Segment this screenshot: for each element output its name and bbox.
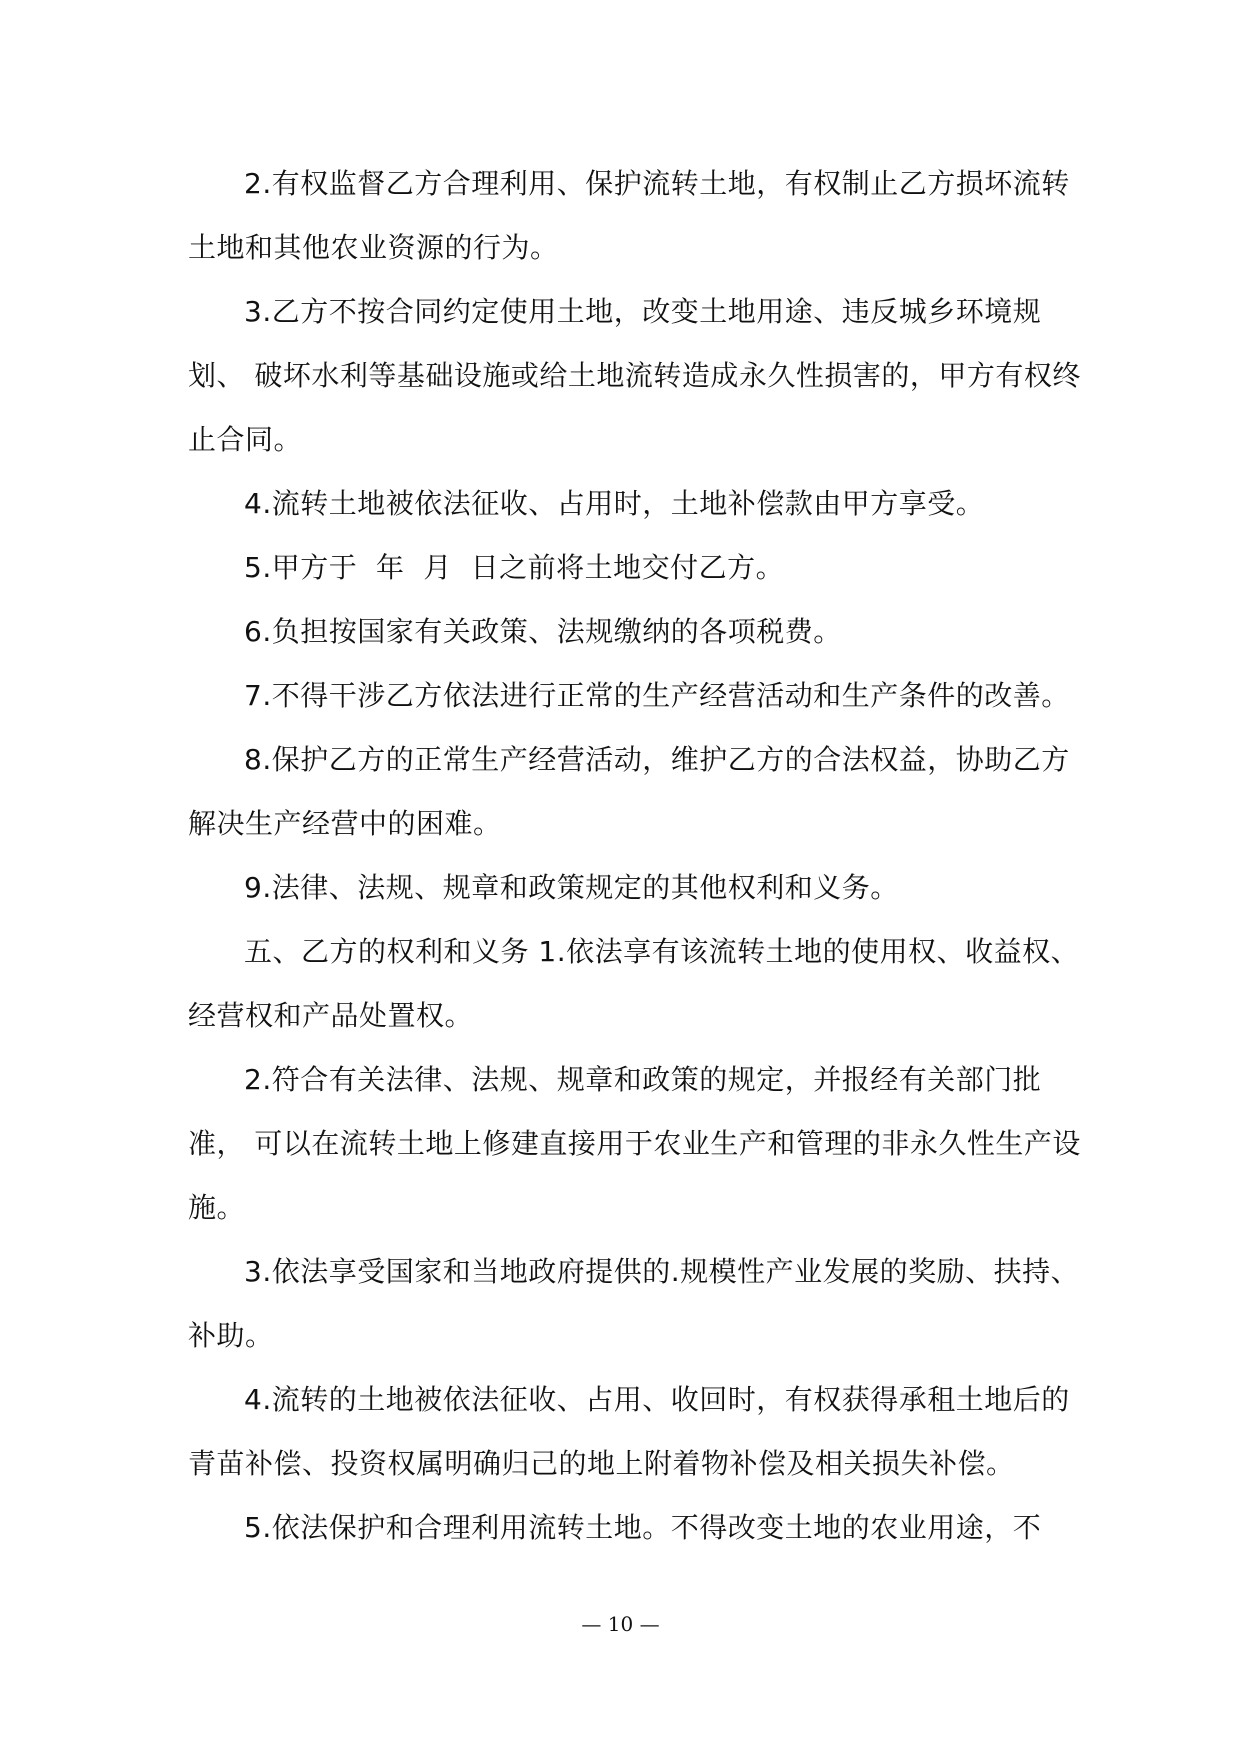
paragraph-landlord-right-8: 8.保护乙方的正常生产经营活动，维护乙方的合法权益，协助乙方 解决生产经营中的困难。 — [188, 743, 1070, 840]
paragraph-landlord-right-5: 5.甲方于 年 月 日之前将土地交付乙方。 — [244, 551, 785, 584]
paragraph-tenant-right-5: 5.依法保护和合理利用流转土地。不得改变土地的农业用途，不 — [244, 1511, 1042, 1544]
paragraph-landlord-right-7: 7.不得干涉乙方依法进行正常的生产经营活动和生产条件的改善。 — [244, 679, 1070, 712]
paragraph-tenant-right-3: 3.依法享受国家和当地政府提供的.规模性产业发展的奖励、扶持、补助。 — [188, 1255, 1080, 1352]
paragraph-landlord-right-4: 4.流转土地被依法征收、占用时，土地补偿款由甲方享受。 — [244, 487, 985, 520]
paragraph-landlord-right-9: 9.法律、法规、规章和政策规定的其他权利和义务。 — [244, 871, 899, 904]
paragraph-tenant-right-4: 4.流转的土地被依法征收、占用、收回时，有权获得承租土地后的 青苗补偿、投资权属明确归己的地上附着物补偿及相关损失补偿。 — [188, 1383, 1070, 1480]
paragraph-section-five: 五、乙方的权利和义务 1.依法享有该流转土地的使用权、收益权、经营权和产品处置权。 — [188, 935, 1080, 1032]
paragraph-landlord-right-6: 6.负担按国家有关政策、法规缴纳的各项税费。 — [244, 615, 842, 648]
body-text — [188, 152, 1088, 1560]
page-number: — 10 — — [581, 1612, 660, 1636]
paragraph-landlord-right-3: 3.乙方不按合同约定使用土地，改变土地用途、违反城乡环境规划、 破坏水利等基础设施或给土地流转造成永久性损害的，甲方有权终止合同。 — [188, 295, 1081, 456]
paragraph-landlord-right-2: 2.有权监督乙方合理利用、保护流转土地，有权制止乙方损坏流转 土地和其他农业资源的行为。 — [188, 167, 1070, 264]
paragraph-tenant-right-2: 2.符合有关法律、法规、规章和政策的规定，并报经有关部门批准， 可以在流转土地上修建直接用于农业生产和管理的非永久性生产设施。 — [188, 1063, 1081, 1224]
